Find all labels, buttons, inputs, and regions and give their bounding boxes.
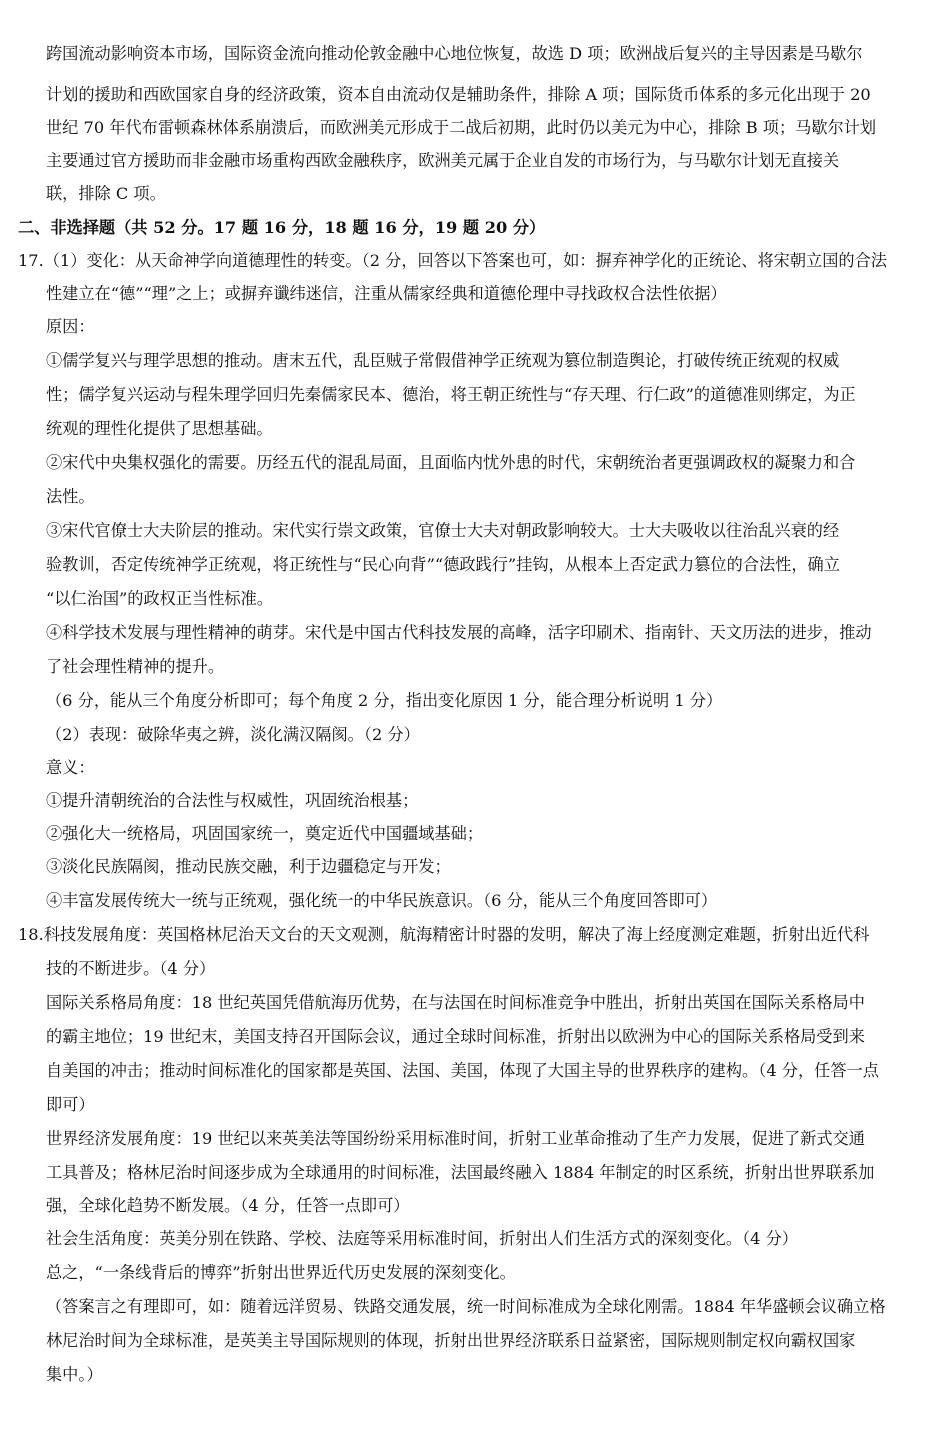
line-text: 计划的援助和西欧国家自身的经济政策，资本自由流动仅是辅助条件，排除 A 项；国际货币体系的多元化出现于 20 [46, 85, 871, 104]
text-line [0, 37, 950, 71]
text-line [0, 111, 950, 145]
text-line [0, 1189, 950, 1223]
line-text: ②强化大一统格局，巩固国家统一，奠定近代中国疆域基础； [46, 824, 484, 843]
text-line [0, 144, 950, 178]
line-text: 跨国流动影响资本市场，国际资金流向推动伦敦金融中心地位恢复，故选 D 项；欧洲战后复兴的主导因素是马歇尔 [46, 44, 863, 63]
text-line [0, 177, 950, 211]
line-text: 主要通过官方援助而非金融市场重构西欧金融秩序，欧洲美元属于企业自发的市场行为，与马歇尔计划无直接关 [46, 151, 840, 170]
line-text: （2）表现：破除华夷之辨，淡化满汉隔阂。（2 分） [46, 725, 420, 744]
text-line [0, 244, 950, 278]
line-text: 的霸主地位；19 世纪末，美国支持召开国际会议，通过全球时间标准，折射出以欧洲为中心的国际关系格局受到来 [46, 1027, 865, 1046]
text-line [0, 1054, 950, 1088]
text-line [0, 1290, 950, 1324]
line-text: 验教训，否定传统神学正统观，将正统性与“民心向背”“德政践行”挂钩，从根本上否定武力篡位的合法性，确立 [46, 555, 840, 574]
line-text: ④丰富发展传统大一统与正统观，强化统一的中华民族意识。（6 分，能从三个角度回答即可） [46, 891, 718, 910]
line-text: 自美国的冲击；推动时间标准化的国家都是英国、法国、美国，体现了大国主导的世界秩序的建构。（4 分，任答一点 [46, 1061, 879, 1080]
text-line [0, 1122, 950, 1156]
line-text: 集中。） [46, 1365, 103, 1384]
line-text: 世界经济发展角度：19 世纪以来英美法等国纷纷采用标准时间，折射工业革命推动了生产力发展，促进了新式交通 [46, 1129, 865, 1148]
line-text: 了社会理性精神的提升。 [46, 657, 225, 676]
line-text: 工具普及；格林尼治时间逐步成为全球通用的时间标准，法国最终融入 1884 年制定的时区系统，折射出世界联系加 [46, 1163, 875, 1182]
text-line [0, 616, 950, 650]
line-text: 强，全球化趋势不断发展。（4 分，任答一点即可） [46, 1196, 410, 1215]
line-text: （答案言之有理即可，如：随着远洋贸易、铁路交通发展，统一时间标准成为全球化刚需。1884 年华盛顿会议确立格 [46, 1297, 886, 1316]
text-line [0, 918, 950, 952]
line-text: 原因： [46, 317, 95, 336]
line-text: 林尼治时间为全球标准，是英美主导国际规则的体现，折射出世界经济联系日益紧密，国际规则制定权向霸权国家 [46, 1331, 856, 1350]
line-text: 即可） [46, 1095, 95, 1114]
line-text: 社会生活角度：英美分别在铁路、学校、法庭等采用标准时间，折射出人们生活方式的深刻变化。（4 分） [46, 1229, 798, 1248]
question-18-line: 18.科技发展角度：英国格林尼治天文台的天文观测，航海精密计时器的发明，解决了海上经度测定难题，折射出近代科 [18, 925, 870, 944]
text-line [0, 344, 950, 378]
text-line [0, 884, 950, 918]
text-line [0, 514, 950, 548]
line-text: ①儒学复兴与理学思想的推动。唐末五代，乱臣贼子常假借神学正统观为篡位制造舆论，打破传统正统观的权威 [46, 351, 840, 370]
text-line [0, 1088, 950, 1122]
text-line [0, 718, 950, 752]
text-line [0, 952, 950, 986]
text-line [0, 650, 950, 684]
line-text: 性；儒学复兴运动与程朱理学回归先秦儒家民本、德治，将王朝正统性与“存天理、行仁政”的道德准则绑定，为正 [46, 385, 856, 404]
question-17-line: 17.（1）变化：从天命神学向道德理性的转变。（2 分，回答以下答案也可，如：摒弃神学化的正统论、将宋朝立国的合法 [18, 251, 887, 270]
line-text: ①提升清朝统治的合法性与权威性，巩固统治根基； [46, 791, 419, 810]
text-line [0, 582, 950, 616]
text-line [0, 1358, 950, 1392]
line-text: 世纪 70 年代布雷顿森林体系崩溃后，而欧洲美元形成于二战后初期，此时仍以美元为中心，排除 B 项；马歇尔计划 [46, 118, 877, 137]
line-text: ②宋代中央集权强化的需要。历经五代的混乱局面，且面临内忧外患的时代，宋朝统治者更强调政权的凝聚力和合 [46, 453, 856, 472]
text-line [0, 684, 950, 718]
line-text: 法性。 [46, 487, 95, 506]
text-line [0, 986, 950, 1020]
line-text: 统观的理性化提供了思想基础。 [46, 419, 273, 438]
text-line [0, 480, 950, 514]
text-line [0, 1020, 950, 1054]
line-text: 性建立在“德”“理”之上；或摒弃谶纬迷信，注重从儒家经典和道德伦理中寻找政权合法性依据） [46, 284, 727, 303]
text-line [0, 378, 950, 412]
text-line [0, 310, 950, 344]
text-line [0, 817, 950, 851]
line-text: ④科学技术发展与理性精神的萌芽。宋代是中国古代科技发展的高峰，活字印刷术、指南针、天文历法的进步，推动 [46, 623, 872, 642]
line-text: 国际关系格局角度：18 世纪英国凭借航海历优势，在与法国在时间标准竞争中胜出，折射出英国在国际关系格局中 [46, 993, 865, 1012]
line-text: 联，排除 C 项。 [46, 184, 166, 203]
text-line [0, 277, 950, 311]
section-heading-text: 二、非选择题（共 52 分。17 题 16 分，18 题 16 分，19 题 20 分） [18, 218, 546, 237]
line-text: 技的不断进步。（4 分） [46, 959, 216, 978]
line-text: “以仁治国”的政权正当性标准。 [46, 589, 273, 608]
text-line [0, 548, 950, 582]
text-line [0, 1324, 950, 1358]
section-heading [0, 211, 950, 245]
line-text: ③宋代官僚士大夫阶层的推动。宋代实行崇文政策，官僚士大夫对朝政影响较大。士大夫吸收以往治乱兴衰的经 [46, 521, 840, 540]
text-line [0, 850, 950, 884]
text-line [0, 784, 950, 818]
text-line [0, 1256, 950, 1290]
text-line [0, 1156, 950, 1190]
line-text: 意义： [46, 758, 95, 777]
text-line [0, 1222, 950, 1256]
text-line [0, 78, 950, 112]
line-text: ③淡化民族隔阂，推动民族交融，利于边疆稳定与开发； [46, 857, 451, 876]
text-line [0, 412, 950, 446]
line-text: （6 分，能从三个角度分析即可；每个角度 2 分，指出变化原因 1 分，能合理分析说明 1 分） [46, 691, 723, 710]
line-text: 总之，“一条线背后的博弈”折射出世界近代历史发展的深刻变化。 [46, 1263, 516, 1282]
text-line [0, 446, 950, 480]
text-line [0, 751, 950, 785]
